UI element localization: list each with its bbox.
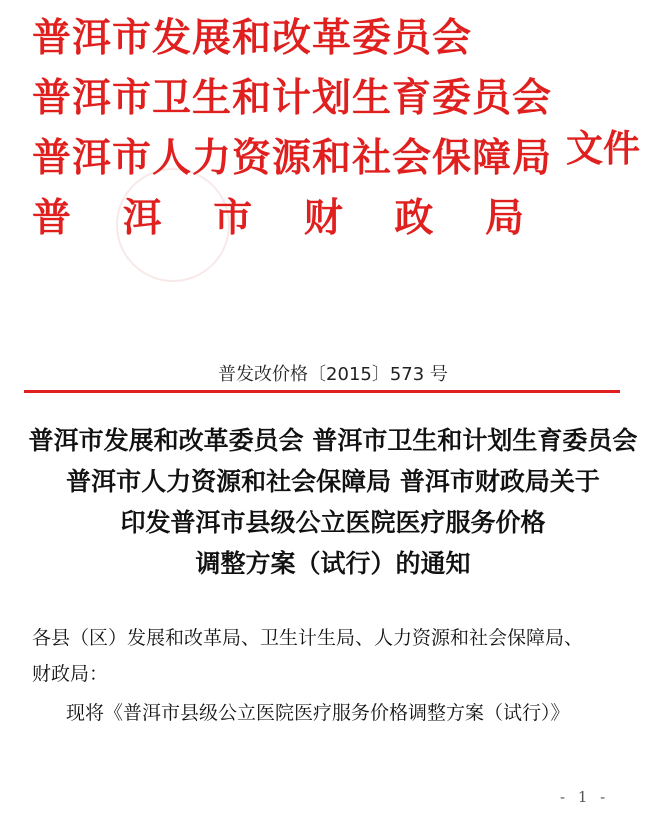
red-separator-line bbox=[24, 390, 620, 393]
issuer-letterhead bbox=[32, 8, 553, 248]
issuer-line-4-char: 局 bbox=[484, 195, 524, 241]
issuer-line-1: 普洱市发展和改革委员会 bbox=[32, 15, 473, 61]
issuer-line-4-char: 洱 bbox=[122, 195, 162, 241]
title-line-3: 印发普洱市县级公立医院医疗服务价格 bbox=[120, 508, 546, 537]
issuer-line-3: 普洱市人力资源和社会保障局 bbox=[32, 135, 553, 181]
title-line-4: 调整方案（试行）的通知 bbox=[195, 549, 471, 578]
issuer-line-4-char: 政 bbox=[394, 195, 434, 241]
issuer-line-4-char: 市 bbox=[213, 195, 253, 241]
body-paragraph-1: 现将《普洱市县级公立医院医疗服务价格调整方案（试行）》 bbox=[66, 702, 570, 724]
notice-title bbox=[0, 420, 666, 584]
page-number: - 1 - bbox=[560, 788, 610, 806]
document-number: 普发改价格〔2015〕573 号 bbox=[218, 364, 448, 385]
recipients-line-2: 财政局： bbox=[32, 663, 109, 685]
issuer-line-4-char: 财 bbox=[303, 195, 343, 241]
title-line-2: 普洱市人力资源和社会保障局 普洱市财政局关于 bbox=[66, 467, 600, 496]
issuer-line-4-char: 普 bbox=[32, 195, 72, 241]
recipients-line-1: 各县（区）发展和改革局、卫生计生局、人力资源和社会保障局、 bbox=[32, 627, 584, 649]
issuer-line-4 bbox=[32, 188, 524, 248]
document-type-label: 文件 bbox=[566, 126, 640, 170]
title-line-1: 普洱市发展和改革委员会 普洱市卫生和计划生育委员会 bbox=[28, 426, 638, 455]
issuer-line-2: 普洱市卫生和计划生育委员会 bbox=[32, 75, 553, 121]
